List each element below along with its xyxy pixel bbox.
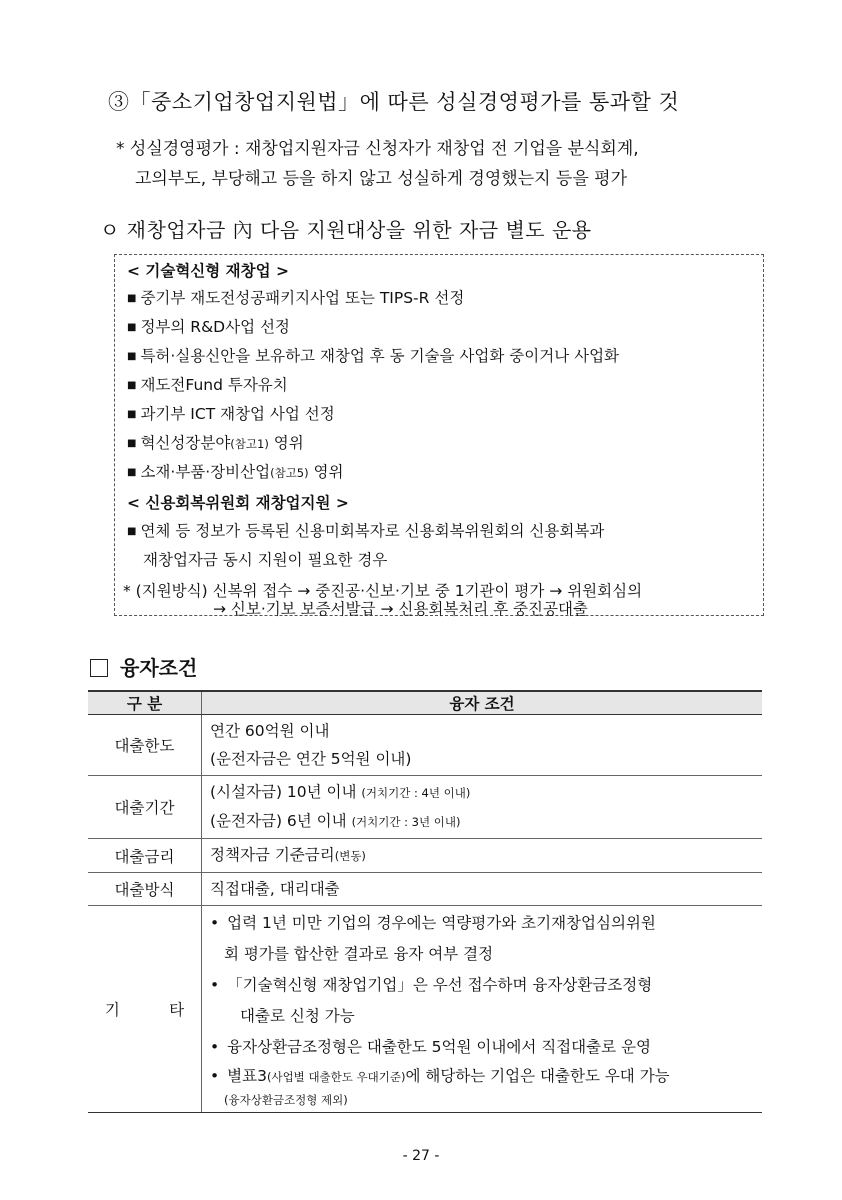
- footnote-line2: → 신보·기보 보증서발급 → 신용회복처리 후 중진공대출: [213, 600, 588, 618]
- page-number: - 27 -: [402, 1148, 440, 1164]
- column-header-category: 구 분: [88, 691, 202, 715]
- list-item: ■ 혁신성장분야(참고1) 영위: [127, 434, 304, 452]
- table-row: [88, 906, 762, 1113]
- dot-bullet-icon: •: [210, 1067, 220, 1085]
- square-bullet-icon: ■: [127, 293, 137, 304]
- row-label-rate: 대출금리: [88, 839, 202, 873]
- table-row: [88, 776, 762, 839]
- row-label-period: 대출기간: [88, 776, 202, 839]
- table-row: [88, 839, 762, 873]
- square-bullet-icon: ■: [127, 351, 137, 362]
- table-header-row: [88, 691, 762, 715]
- row-value-limit: 연간 60억원 이내 (운전자금은 연간 5억원 이내): [202, 715, 763, 776]
- eligibility-note-line2: 고의부도, 부당해고 등을 하지 않고 성실하게 경영했는지 등을 평가: [135, 169, 628, 189]
- eligibility-item-3: ③「중소기업창업지원법」에 따른 성실경영평가를 통과할 것: [108, 90, 680, 114]
- list-item: ■ 과기부 ICT 재창업 사업 선정: [127, 405, 335, 423]
- section-title: 융자조건: [90, 652, 197, 681]
- row-label-method: 대출방식: [88, 873, 202, 906]
- row-value-rate: 정책자금 기준금리(변동): [202, 839, 763, 873]
- credit-recovery-header: < 신용회복위원회 재창업지원 >: [127, 494, 349, 512]
- column-header-terms: 융자 조건: [202, 691, 763, 715]
- dot-bullet-icon: •: [210, 1038, 220, 1056]
- list-item: ■ 특허·실용신안을 보유하고 재창업 후 동 기술을 사업화 중이거나 사업화: [127, 347, 620, 365]
- list-item: ■ 연체 등 정보가 등록된 신용미회복자로 신용회복위원회의 신용회복과: [127, 522, 605, 540]
- loan-terms-table: [88, 690, 762, 1113]
- tech-innovation-header: < 기술혁신형 재창업 >: [127, 262, 289, 280]
- row-value-period: (시설자금) 10년 이내 (거치기간 : 4년 이내) (운전자금) 6년 이내 (거치기간 : 3년 이내): [202, 776, 763, 839]
- square-bullet-icon: ■: [127, 526, 137, 537]
- list-item: ■ 재도전Fund 투자유치: [127, 376, 288, 394]
- row-label-etc: 기 타: [88, 906, 202, 1113]
- list-item-continuation: 재창업자금 동시 지원이 필요한 경우: [143, 551, 388, 569]
- table-row: [88, 873, 762, 906]
- row-value-etc: • 업력 1년 미만 기업의 경우에는 역량평가와 초기재창업심의위원 회 평가를 합산한 결과로 융자 여부 결정 • 「기술혁신형 재창업기업」은 우선 접수하며 융자상환금조정형 대출로 신청 가능 • 융자상환금조정형은 대출한도 5억원 이내에서 직접대출로 운영 • 별표3(사업별 대출한도 우대기준)에 해당하는 기업은 대출한도 우대 가능 (융자상환금조정형 제외): [202, 906, 763, 1113]
- square-bullet-icon: ■: [127, 322, 137, 333]
- row-label-limit: 대출한도: [88, 715, 202, 776]
- list-item: ■ 중기부 재도전성공패키지사업 또는 TIPS-R 선정: [127, 289, 465, 307]
- footnote-line1: * (지원방식) 신복위 접수 → 중진공·신보·기보 중 1기관이 평가 → 위원회심의: [123, 582, 643, 600]
- table-row: [88, 715, 762, 776]
- list-item: ■ 정부의 R&D사업 선정: [127, 318, 290, 336]
- list-item: ■ 소재·부품·장비산업(참고5) 영위: [127, 463, 344, 481]
- special-fund-bullet: ㅇ 재창업자금 內 다음 지원대상을 위한 자금 별도 운용: [100, 218, 592, 242]
- square-bullet-icon: ■: [127, 409, 137, 420]
- dot-bullet-icon: •: [210, 914, 220, 932]
- dot-bullet-icon: •: [210, 976, 220, 994]
- square-bullet-icon: ■: [127, 380, 137, 391]
- eligibility-note-line1: * 성실경영평가 : 재창업지원자금 신청자가 재창업 전 기업을 분식회계,: [116, 139, 639, 159]
- square-bullet-icon: ■: [127, 438, 137, 449]
- square-bullet-icon: ■: [127, 467, 137, 478]
- checkbox-square-icon: [90, 659, 108, 677]
- special-support-box: [114, 254, 764, 616]
- row-value-method: 직접대출, 대리대출: [202, 873, 763, 906]
